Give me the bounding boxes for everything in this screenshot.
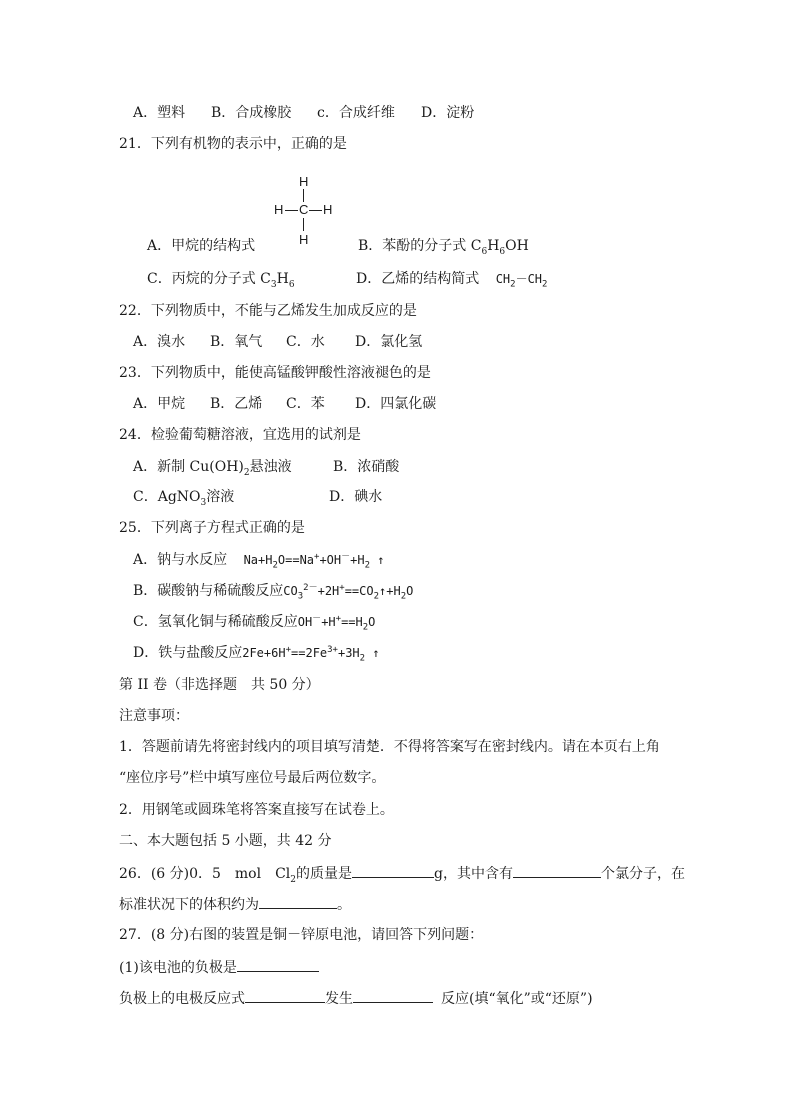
q26-blank-count[interactable] <box>513 862 601 878</box>
q20-option-d: D．淀粉 <box>421 105 475 121</box>
bond-left <box>285 210 298 211</box>
q24-option-d: D．碘水 <box>329 489 383 505</box>
q23-option-c: C．苯 <box>286 396 325 412</box>
q24-option-c: C．AgNO$_3$溶液 <box>133 489 235 508</box>
q25-option-d: D．铁与盐酸反应$2Fe+6H^+==2Fe^{3+}+3H_2$ ↑ <box>133 645 380 664</box>
q26-blank-volume[interactable] <box>259 893 337 909</box>
q21-option-d: D．乙烯的结构简式 $CH_2-CH_2$ <box>356 271 548 290</box>
q27-blank-electrode-reaction[interactable] <box>245 987 325 1003</box>
q27-sub-2: 负极上的电极反应式 发生 反应(填“氧化”或“还原”) <box>119 987 593 1009</box>
section-header: 二、本大题包括 5 小题，共 42 分 <box>119 833 332 849</box>
q20-option-a: A．塑料 <box>133 105 186 121</box>
q26-line-1: 26．(6 分)0．5 mol $Cl_2$的质量是 g，其中含有 个氯分子，在 <box>119 862 685 884</box>
q24-stem: 24．检验葡萄糖溶液，宜选用的试剂是 <box>119 427 361 443</box>
methane-h-right: H <box>323 202 333 217</box>
q27-sub-1: (1)该电池的负极是 <box>119 956 319 978</box>
q22-option-c: C．水 <box>286 334 325 350</box>
q23-stem: 23．下列物质中，能使高锰酸钾酸性溶液褪色的是 <box>119 365 431 381</box>
q21-option-c: C．丙烷的分子式 $C_3H_6$ <box>147 271 295 290</box>
q24-option-b: B．浓硝酸 <box>333 459 400 475</box>
q22-stem: 22．下列物质中，不能与乙烯发生加成反应的是 <box>119 303 417 319</box>
q22-option-b: B．氧气 <box>210 334 263 350</box>
q22-option-a: A．溴水 <box>133 334 186 350</box>
methane-h-bottom: H <box>299 232 309 247</box>
q27-stem: 27．(8 分)右图的装置是铜－锌原电池，请回答下列问题： <box>119 927 484 943</box>
notes-title: 注意事项： <box>119 708 189 724</box>
note-1-continued: “座位序号”栏中填写座位号最后两位数字。 <box>119 770 386 786</box>
q26-blank-mass[interactable] <box>352 862 434 878</box>
q25-stem: 25．下列离子方程式正确的是 <box>119 520 305 536</box>
bond-top <box>303 189 304 202</box>
q23-option-b: B．乙烯 <box>210 396 263 412</box>
methane-structural-formula <box>268 170 338 250</box>
methane-c: C <box>299 202 309 217</box>
methane-h-left: H <box>274 202 284 217</box>
q25-option-a: A．钠与水反应 $Na+H_2O==Na^++OH^-+H_2$ ↑ <box>133 552 385 571</box>
q27-blank-negative-electrode[interactable] <box>237 956 319 972</box>
q23-option-a: A．甲烷 <box>133 396 186 412</box>
q20-option-b: B．合成橡胶 <box>211 105 292 121</box>
q24-option-a: A．新制 $Cu(OH)_2$悬浊液 <box>133 459 292 478</box>
q22-option-d: D．氯化氢 <box>355 334 423 350</box>
part2-title: 第 II 卷（非选择题 共 50 分） <box>119 677 320 693</box>
note-2: 2．用钢笔或圆珠笔将答案直接写在试卷上。 <box>119 802 394 818</box>
methane-h-top: H <box>299 174 309 189</box>
q25-option-c: C．氢氧化铜与稀硫酸反应$OH^-+H^+==H_2O$ <box>133 614 376 633</box>
q23-option-d: D．四氯化碳 <box>355 396 437 412</box>
q26-line-2: 标准状况下的体积约为 。 <box>119 893 351 915</box>
q21-option-b: B．苯酚的分子式 $C_6H_6OH$ <box>358 238 529 257</box>
note-1: 1．答题前请先将密封线内的项目填写清楚．不得将答案写在密封线内。请在本页右上角 <box>119 739 660 755</box>
bond-bottom <box>303 218 304 231</box>
q21-stem: 21．下列有机物的表示中，正确的是 <box>119 136 347 152</box>
q21-option-a: A．甲烷的结构式 <box>147 238 256 254</box>
q27-blank-reaction-type[interactable] <box>353 987 433 1003</box>
q20-option-c: c．合成纤维 <box>317 105 395 121</box>
bond-right <box>309 210 322 211</box>
q25-option-b: B．碳酸钠与稀硫酸反应$CO_3^{2-}+2H^+==CO_2↑+H_2O$ <box>133 583 414 602</box>
